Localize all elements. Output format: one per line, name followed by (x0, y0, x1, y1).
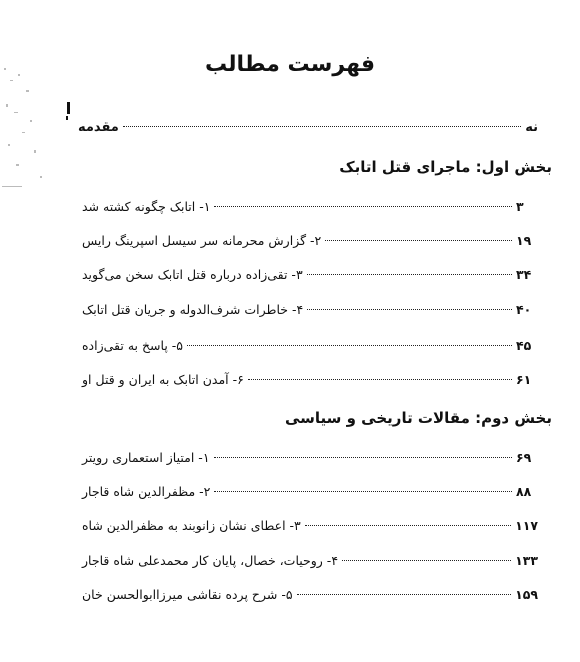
dot-leader (307, 274, 512, 275)
section-title-2: بخش دوم: مقالات تاریخی و سیاسی (284, 409, 552, 427)
margin-mark (58, 100, 72, 130)
entry-title: ۱- امتیاز استعماری رویتر (82, 450, 210, 465)
entry-page-number: ۶۱ (516, 372, 532, 387)
intro-label: مقدمه (78, 120, 119, 135)
toc-entry (78, 553, 538, 568)
entry-page-number: ۱۳۳ (515, 553, 538, 568)
toc-entry (78, 587, 538, 602)
dot-leader (342, 560, 511, 561)
entry-title: ۵- پاسخ به تقی‌زاده (82, 338, 184, 353)
margin-bar-icon (58, 100, 72, 130)
dot-leader (123, 126, 521, 127)
toc-entry (78, 484, 538, 499)
entry-title: ۳- اعطای نشان زانوبند به مظفرالدین شاه (82, 518, 301, 533)
toc-entry (78, 450, 538, 465)
entry-page-number: ۱۱۷ (515, 518, 538, 533)
dot-leader (297, 594, 512, 595)
entry-title: ۲- مظفرالدین شاه قاجار (82, 484, 211, 499)
page-title: فهرست مطالب (204, 52, 376, 77)
entry-page-number: ۳۴ (516, 267, 532, 282)
entry-title: ۴- روحیات، خصال، پایان کار محمدعلی شاه قاجار (82, 553, 339, 568)
toc-entry (78, 302, 538, 317)
section-title-1: بخش اول: ماجرای قتل اتابک (339, 158, 552, 176)
toc-entry (78, 372, 538, 387)
entry-page-number: ۴۵ (516, 338, 532, 353)
dot-leader (325, 240, 512, 241)
intro-page-number: نه (525, 120, 538, 135)
dot-leader (214, 491, 512, 492)
entry-title: ۶- آمدن اتابک به ایران و قتل او (82, 372, 244, 387)
entry-title: ۴- خاطرات شرف‌الدوله و جریان قتل اتابک (82, 302, 304, 317)
entry-page-number: ۶۹ (516, 450, 532, 465)
toc-intro-row (78, 120, 538, 135)
entry-page-number: ۸۸ (516, 484, 532, 499)
dot-leader (214, 457, 512, 458)
toc-entry (78, 233, 538, 248)
entry-page-number: ۳ (516, 199, 524, 214)
toc-entry (78, 199, 538, 214)
toc-entry (78, 267, 538, 282)
scan-edge-artifact (0, 60, 48, 200)
entry-title: ۵- شرح پرده نقاشی میرزاابوالحسن خان (82, 587, 293, 602)
dot-leader (214, 206, 512, 207)
entry-page-number: ۱۵۹ (515, 587, 538, 602)
dot-leader (248, 379, 512, 380)
entry-title: ۳- تقی‌زاده درباره قتل اتابک سخن می‌گوید (82, 267, 303, 282)
dot-leader (307, 309, 512, 310)
dot-leader (187, 345, 512, 346)
toc-entry (78, 518, 538, 533)
entry-title: ۱- اتابک چگونه کشته شد (82, 199, 211, 214)
toc-entry (78, 338, 538, 353)
entry-page-number: ۴۰ (516, 302, 532, 317)
entry-page-number: ۱۹ (516, 233, 532, 248)
dot-leader (305, 525, 511, 526)
entry-title: ۲- گزارش محرمانه سر سیسل اسپرینگ رایس (82, 233, 322, 248)
